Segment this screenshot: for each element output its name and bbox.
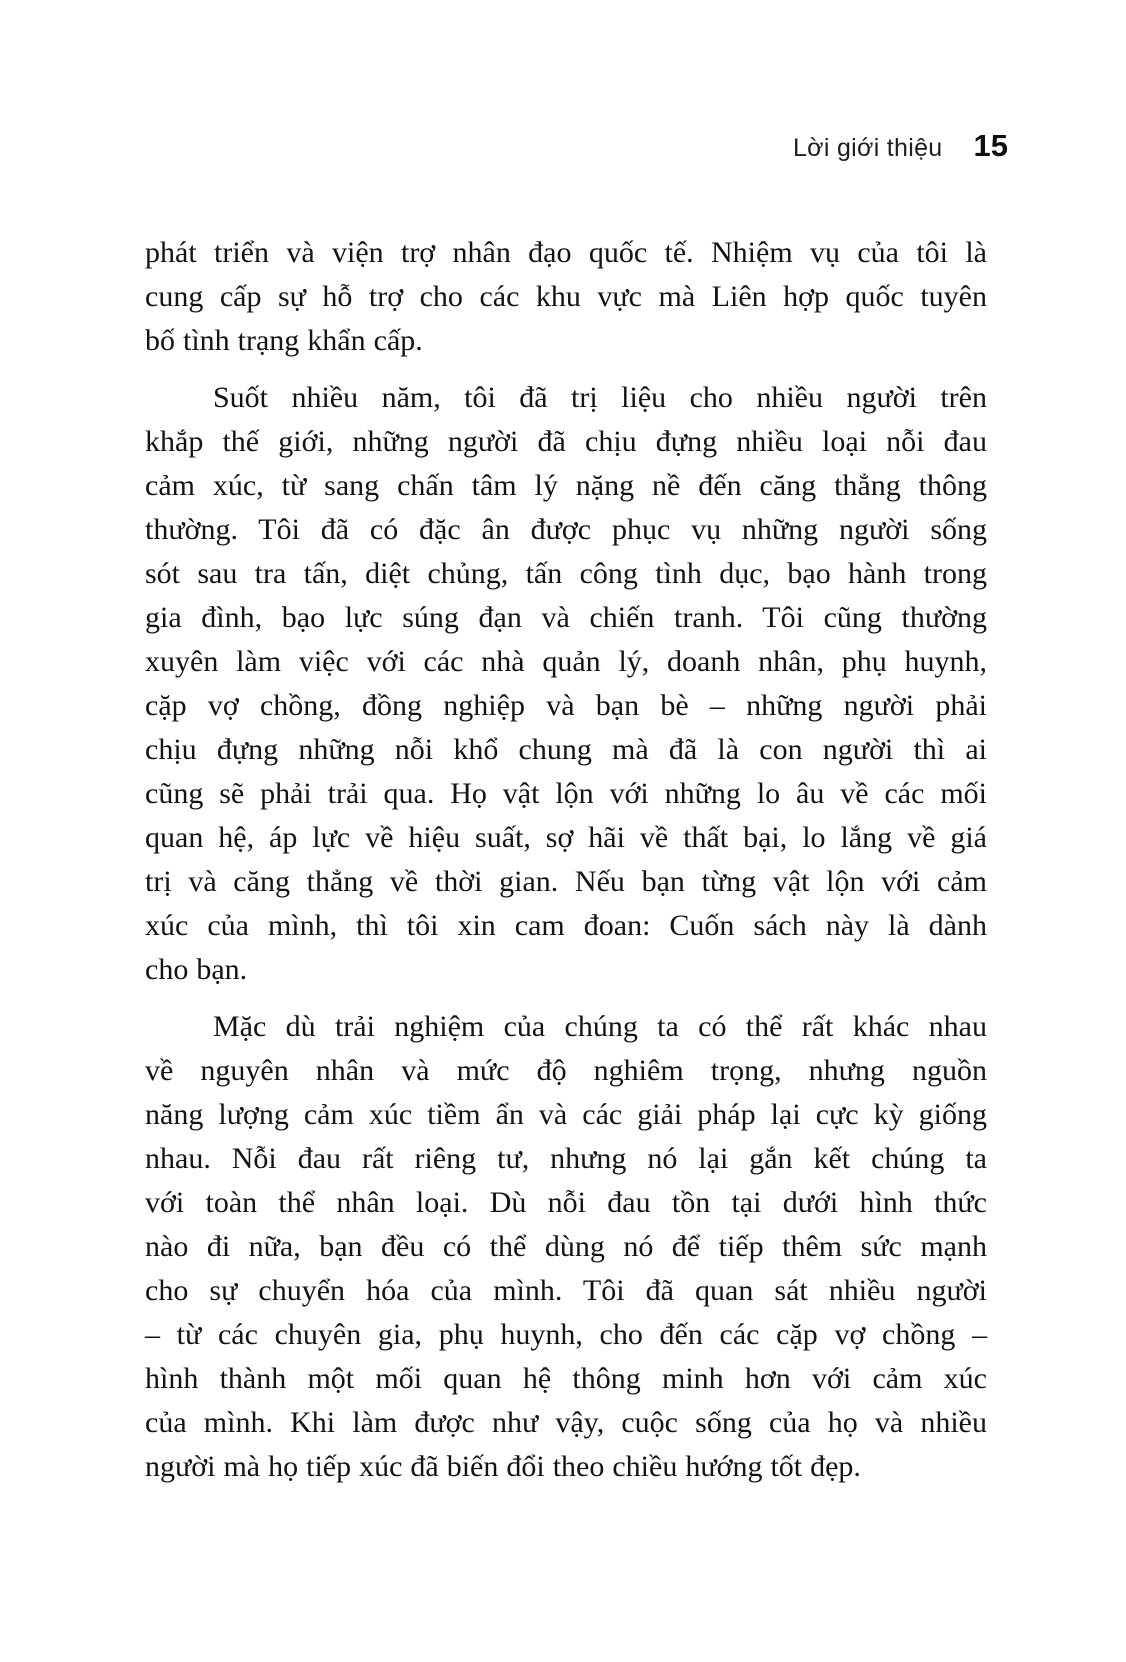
text-line: cặp vợ chồng, đồng nghiệp và bạn bè – những người phải: [145, 689, 987, 722]
text-line: năng lượng cảm xúc tiềm ẩn và các giải pháp lại cực kỳ giống: [145, 1098, 987, 1131]
text-line: cho sự chuyển hóa của mình. Tôi đã quan sát nhiều người: [145, 1274, 987, 1307]
text-line: xúc của mình, thì tôi xin cam đoan: Cuốn sách này là dành: [145, 909, 987, 942]
text-line: nhau. Nỗi đau rất riêng tư, nhưng nó lại gắn kết chúng ta: [145, 1142, 987, 1175]
text-line: của mình. Khi làm được như vậy, cuộc sống của họ và nhiều: [145, 1406, 987, 1439]
page-number: 15: [973, 128, 1008, 163]
text-line: cung cấp sự hỗ trợ cho các khu vực mà Liên hợp quốc tuyên: [145, 280, 987, 313]
text-line: cho bạn.: [145, 953, 248, 986]
running-head: [793, 128, 1008, 164]
text-line: người mà họ tiếp xúc đã biến đổi theo chiều hướng tốt đẹp.: [145, 1450, 861, 1483]
text-line: gia đình, bạo lực súng đạn và chiến tranh. Tôi cũng thường: [145, 601, 987, 634]
text-line: với toàn thể nhân loại. Dù nỗi đau tồn tại dưới hình thức: [145, 1186, 987, 1219]
paragraph: [145, 376, 987, 992]
text-line: hình thành một mối quan hệ thông minh hơn với cảm xúc: [145, 1362, 987, 1395]
paragraph: [145, 1005, 987, 1489]
text-block: [145, 231, 987, 1502]
text-line: sót sau tra tấn, diệt chủng, tấn công tình dục, bạo hành trong: [145, 557, 987, 590]
paragraph: [145, 231, 987, 363]
text-line: phát triển và viện trợ nhân đạo quốc tế. Nhiệm vụ của tôi là: [145, 236, 987, 269]
text-line: về nguyên nhân và mức độ nghiêm trọng, nhưng nguồn: [145, 1054, 987, 1087]
text-line: nào đi nữa, bạn đều có thể dùng nó để tiếp thêm sức mạnh: [145, 1230, 987, 1263]
text-line: cảm xúc, từ sang chấn tâm lý nặng nề đến căng thẳng thông: [145, 469, 987, 502]
text-line: chịu đựng những nỗi khổ chung mà đã là con người thì ai: [145, 733, 987, 766]
text-line: khắp thế giới, những người đã chịu đựng nhiều loại nỗi đau: [145, 425, 987, 458]
text-line: trị và căng thẳng về thời gian. Nếu bạn từng vật lộn với cảm: [145, 865, 987, 898]
text-line: Suốt nhiều năm, tôi đã trị liệu cho nhiều người trên: [213, 381, 987, 414]
text-line: Mặc dù trải nghiệm của chúng ta có thể rất khác nhau: [213, 1010, 987, 1043]
text-line: – từ các chuyên gia, phụ huynh, cho đến các cặp vợ chồng –: [145, 1318, 987, 1351]
text-line: quan hệ, áp lực về hiệu suất, sợ hãi về thất bại, lo lắng về giá: [145, 821, 987, 854]
text-line: xuyên làm việc với các nhà quản lý, doanh nhân, phụ huynh,: [145, 645, 987, 678]
running-head-title: Lời giới thiệu: [792, 134, 943, 162]
text-line: bố tình trạng khẩn cấp.: [145, 324, 423, 357]
text-line: thường. Tôi đã có đặc ân được phục vụ những người sống: [145, 513, 987, 546]
text-line: cũng sẽ phải trải qua. Họ vật lộn với những lo âu về các mối: [145, 777, 987, 810]
